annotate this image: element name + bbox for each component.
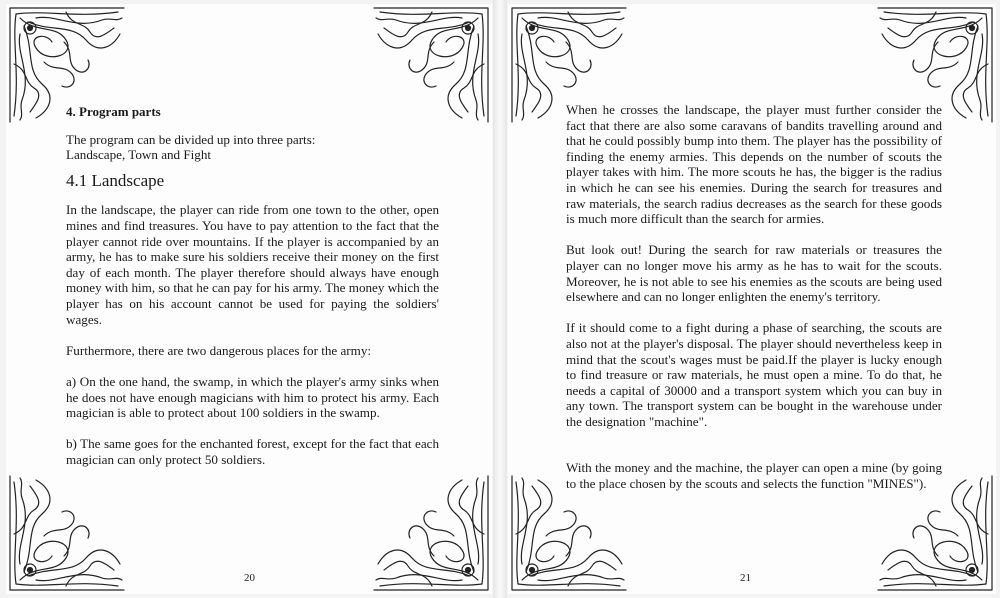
paragraph: But look out! During the search for raw materials or treasures the player can no longer move his army as he has to wait for the scouts. Moreover, he is not able to see his enemies as the scouts are being used elsewhere and can no longer enlighten the enemy's territory. (566, 242, 942, 305)
page-number: 21 (740, 572, 751, 584)
paragraph: When he crosses the landscape, the player must further consider the fact that there are also some caravans of bandits travelling around and that he could possibly bump into them. The player has the possibility of finding the enemy armies. This depends on the number of scouts the player takes with him. The more scouts he has, the bigger is the radius in which he can see his enemies. During the search for treasures and raw materials, the search radius decreases as the search for these goods is much more difficult than the search for armies. (566, 102, 942, 227)
paragraph: a) On the one hand, the swamp, in which the player's army sinks when he does not have enough magicians with him to protect his army. Each magician is able to protect about 100 soldiers in the swamp. (66, 373, 439, 421)
scrollwork-corner-icon (6, 472, 128, 594)
scrollwork-corner-icon (370, 472, 492, 594)
section-heading: 4. Program parts (66, 104, 161, 119)
intro-line: The program can be divided up into three parts: (66, 131, 316, 147)
right-page (508, 4, 996, 594)
paragraph: Furthermore, there are two dangerous places for the army: (66, 342, 372, 358)
paragraph: If it should come to a fight during a phase of searching, the scouts are also not at the player's disposal. The player should nevertheless keep in mind that the scout's wages must be paid.If the player is lucky enough to find treasure or raw materials, he must open a mine. To do that, he needs a capital of 30000 and a transport system which you can buy in any town. The transport system can be bought in the warehouse under the designation "machine". (566, 320, 942, 429)
book-gutter (493, 0, 507, 598)
paragraph: With the money and the machine, the player can open a mine (by going to the place chosen by the scouts and selects the function "MINES"). (566, 460, 942, 492)
subsection-heading: 4.1 Landscape (66, 170, 165, 190)
paragraph: In the landscape, the player can ride from one town to the other, open mines and find treasures. You have to pay attention to the fact that the player cannot ride over mountains. If the player is accompanied by an army, he has to make sure his soldiers receive their money on the first day of each month. The player therefore should always have enough money with him, so that he can pay for his army. The money which the player has on his account cannot be used for paying the soldiers' wages. (66, 202, 439, 327)
right-page-text (566, 102, 942, 507)
intro-line: Landscape, Town and Fight (66, 147, 212, 163)
left-page-text (66, 104, 439, 483)
left-page (6, 4, 492, 594)
paragraph: b) The same goes for the enchanted forest, except for the fact that each magician can only protect 50 soldiers. (66, 436, 439, 467)
page-number: 20 (244, 572, 255, 584)
